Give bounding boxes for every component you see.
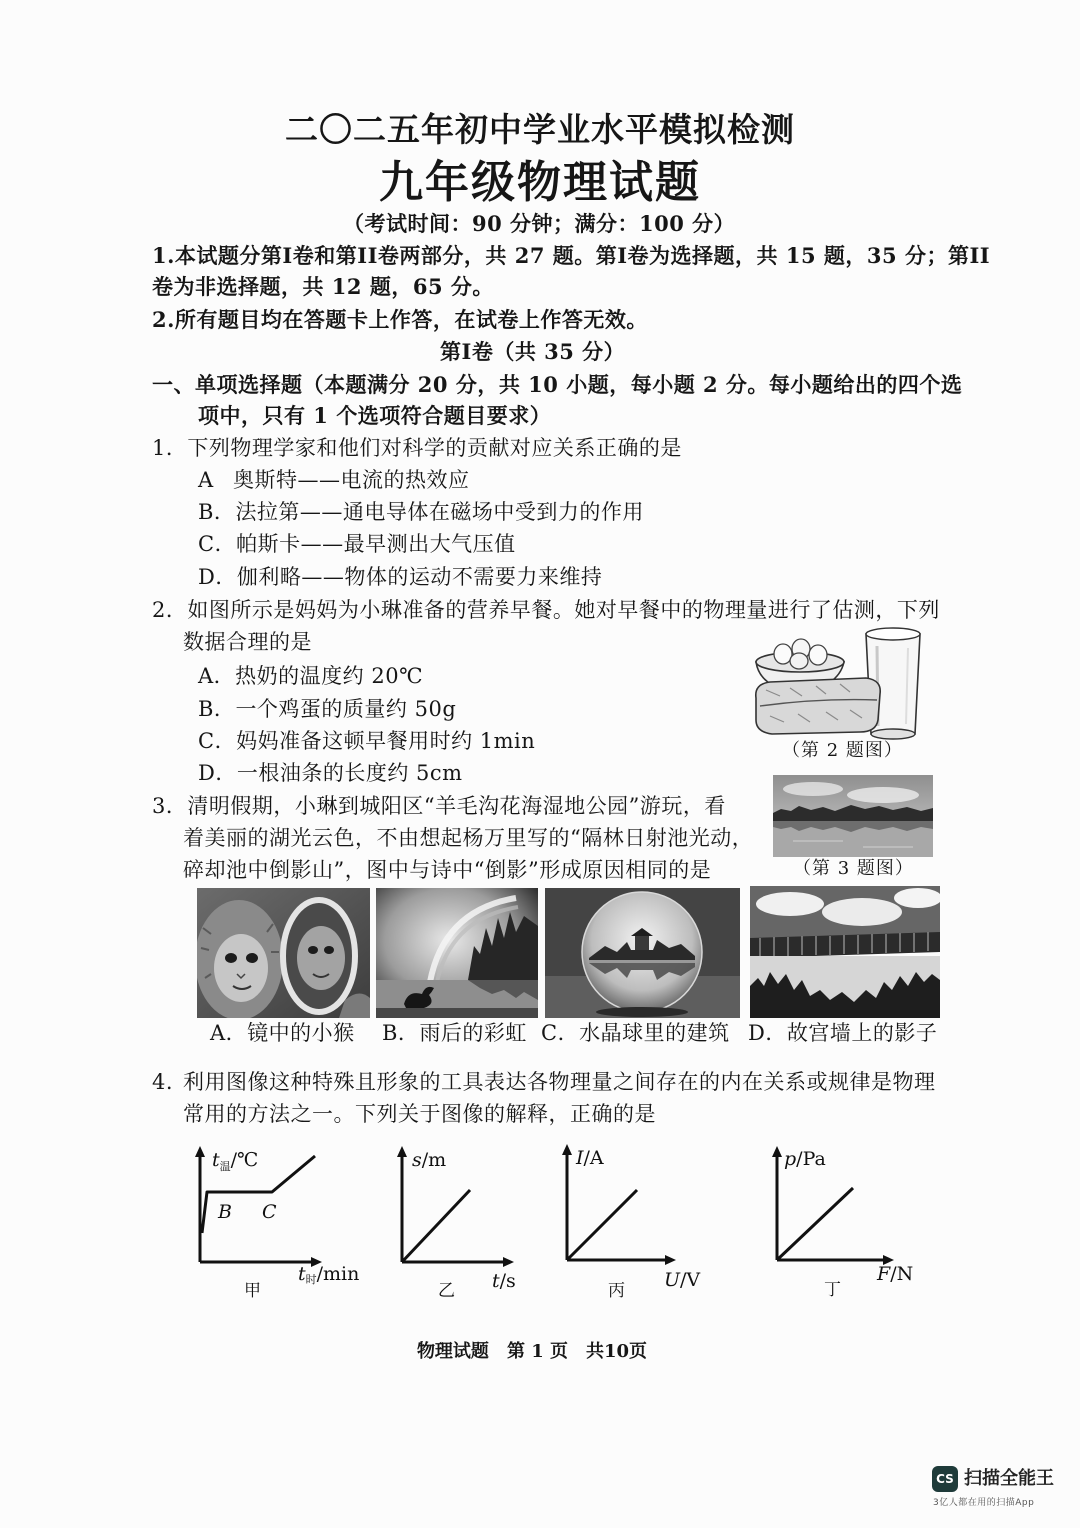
option-text: 雨后的彩虹 (419, 1021, 527, 1045)
graph-yi-line (402, 1190, 470, 1262)
exam-info: （考试时间：90 分钟；满分：100 分） (343, 211, 736, 236)
q3-stem-line-2: 着美丽的湖光云色，不由想起杨万里写的“隔林日射池光动， (183, 826, 754, 850)
question-number: 2． (152, 598, 188, 622)
photo-palace-wall-shadow (750, 886, 940, 1018)
graph-yi-y-label: s/m (412, 1149, 447, 1171)
q3-option-c (541, 1020, 730, 1046)
q1-option-c (198, 531, 516, 557)
option-label: D． (748, 1021, 787, 1045)
part-heading-line-1: 一、单项选择题（本题满分 20 分，共 10 小题，每小题 2 分。每小题给出的四个选 (152, 372, 963, 397)
q2-stem-line-1 (152, 597, 940, 623)
question-number: 3． (152, 794, 188, 818)
youtiao-fried-dough (756, 678, 880, 734)
monkey (197, 900, 283, 1018)
q4-graphs (180, 1140, 920, 1305)
photo-monkey-mirror (197, 888, 370, 1018)
option-text: 水晶球里的建筑 (579, 1021, 730, 1045)
graph-bing-x-label: U/V (664, 1269, 701, 1291)
q3-option-b (382, 1020, 527, 1046)
arrow-head (665, 1255, 676, 1265)
option-text: 一根油条的长度约 5cm (236, 761, 463, 785)
option-text: 帕斯卡——最早测出大气压值 (236, 532, 516, 556)
camscanner-brand: 扫描全能王 (964, 1468, 1054, 1489)
question-number: 4. (152, 1070, 174, 1094)
q3-figure-caption: （第 3 题图） (793, 858, 914, 879)
q4-stem-line-2: 常用的方法之一。下列关于图像的解释，正确的是 (183, 1102, 656, 1126)
arrow-head (772, 1146, 782, 1157)
mirror (283, 900, 355, 1012)
graph-yi-x-label: t/s (492, 1270, 516, 1292)
question-stem-text: 清明假期，小琳到城阳区“羊毛沟花海湿地公园”游玩，看 (187, 794, 726, 818)
graph-ding-y-label: p/Pa (784, 1148, 826, 1170)
camscanner-tagline: 3亿人都在用的扫描App (933, 1498, 1035, 1508)
camscanner-logo-icon: CS (932, 1466, 958, 1492)
graph-ding-x-label: F/N (877, 1263, 914, 1285)
q3-option-d (748, 1020, 937, 1046)
wetland-lake-photo (773, 775, 933, 857)
q3-stem-line-3: 碎却池中倒影山”，图中与诗中“倒影”形成原因相同的是 (183, 858, 712, 882)
option-text: 热奶的温度约 20℃ (235, 664, 424, 688)
graph-ding-line (777, 1188, 853, 1260)
graph-bing-y-label: I/A (576, 1147, 604, 1169)
graph-bing-caption: 丙 (608, 1281, 625, 1301)
arrow-head (503, 1257, 514, 1267)
q3-stem-line-1 (152, 793, 726, 819)
question-stem-text: 利用图像这种特殊且形象的工具表达各物理量之间存在的内在关系或规律是物理 (183, 1070, 936, 1094)
q1-option-b (198, 499, 644, 525)
photo-crystal-ball (545, 888, 740, 1018)
question-number: 1． (152, 436, 188, 460)
option-text: 妈妈准备这顿早餐用时约 1min (236, 729, 536, 753)
graph-jia-y-label: $t_温/℃$ (212, 1149, 259, 1173)
option-label: D． (198, 761, 237, 785)
option-label: B． (382, 1021, 420, 1045)
question-stem-text: 如图所示是妈妈为小琳准备的营养早餐。她对早餐中的物理量进行了估测，下列 (187, 598, 940, 622)
option-text: 奥斯特——电流的热效应 (233, 468, 470, 492)
graph-jia-point-b: B (218, 1201, 232, 1223)
question-stem-text: 下列物理学家和他们对科学的贡献对应关系正确的是 (187, 436, 682, 460)
q2-option-a (198, 663, 423, 689)
page-footer (0, 1340, 1064, 1364)
exam-subtitle: 九年级物理试题 (379, 157, 701, 208)
graph-bing-line (567, 1190, 637, 1260)
section-title: 第I卷（共 35 分） (440, 339, 626, 364)
footer-subject: 物理试题 (416, 1341, 489, 1362)
option-text: 法拉第——通电导体在磁场中受到力的作用 (235, 500, 644, 524)
q2-figure-caption: （第 2 题图） (782, 740, 903, 761)
q1-option-a (198, 467, 470, 493)
option-label: A． (210, 1021, 248, 1045)
option-text: 故宫墙上的影子 (786, 1021, 938, 1045)
instruction-line-3: 2.所有题目均在答题卡上作答，在试卷上作答无效。 (152, 307, 648, 332)
graph-ding-caption: 丁 (824, 1280, 841, 1300)
q2-option-c (198, 728, 535, 754)
option-text: 伽利略——物体的运动不需要力来维持 (236, 565, 603, 589)
arrow-head (562, 1144, 572, 1155)
option-label: D． (198, 565, 237, 589)
arrow-head (397, 1146, 407, 1157)
q1-stem (152, 435, 682, 461)
graph-jia-caption: 甲 (244, 1281, 261, 1301)
q3-option-a (210, 1020, 355, 1046)
q1-option-d (198, 564, 602, 590)
option-label: C． (198, 532, 237, 556)
graph-jia-x-label: t时/min (298, 1263, 360, 1286)
option-text: 镜中的小猴 (247, 1021, 355, 1045)
option-label: C． (541, 1021, 580, 1045)
instruction-line-1: 1.本试题分第I卷和第II卷两部分，共 27 题。第I卷为选择题，共 15 题，35 分；第II (152, 243, 991, 268)
option-label: B． (198, 697, 236, 721)
q4-stem-line-1 (152, 1069, 936, 1095)
arrow-head (195, 1146, 205, 1157)
option-label: C． (198, 729, 237, 753)
breakfast-figure (750, 626, 925, 742)
option-text: 一个鸡蛋的质量约 50g (235, 697, 457, 721)
option-label: A． (198, 664, 236, 688)
graph-jia-point-c: C (262, 1201, 277, 1223)
q2-option-b (198, 696, 456, 722)
instruction-line-2: 卷为非选择题，共 12 题，65 分。 (152, 274, 494, 299)
photo-rainbow-lake (376, 888, 538, 1018)
graph-yi-caption: 乙 (438, 1281, 455, 1301)
footer-total: 共10页 (586, 1341, 648, 1362)
part-heading-line-2: 项中，只有 1 个选项符合题目要求） (198, 403, 552, 428)
q2-option-d (198, 760, 463, 786)
footer-page: 第 1 页 (506, 1341, 568, 1362)
option-label: B． (198, 500, 236, 524)
exam-title: 二〇二五年初中学业水平模拟检测 (285, 110, 795, 149)
option-label: A (198, 468, 214, 492)
q2-stem-line-2: 数据合理的是 (183, 630, 312, 654)
